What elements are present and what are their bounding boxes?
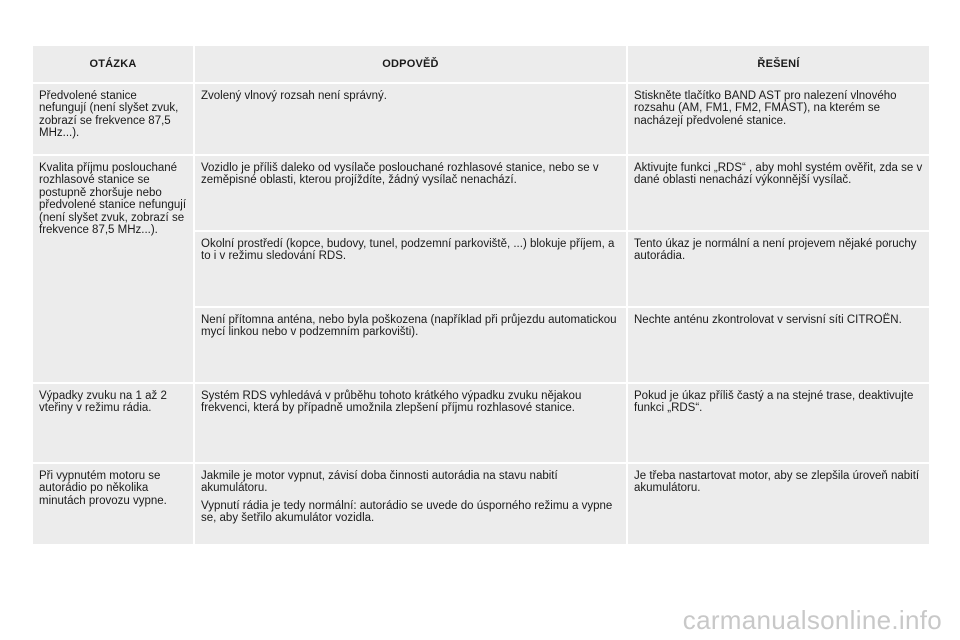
answer-paragraph: Vypnutí rádia je tedy normální: autorádio se uvede do úsporného režimu a vypne se, aby šetřilo akumulátor vozidla. bbox=[201, 499, 613, 525]
header-solution: ŘEŠENÍ bbox=[627, 45, 930, 83]
table-row bbox=[32, 383, 930, 463]
answer-cell: Zvolený vlnový rozsah není správný. bbox=[194, 83, 627, 155]
question-cell: Kvalita příjmu poslouchané rozhlasové stanice se postupně zhoršuje nebo předvolené stanice nefungují (není slyšet zvuk, zobrazí se frekvence 87,5 MHz...). bbox=[32, 155, 194, 383]
answer-cell: Není přítomna anténa, nebo byla poškozena (například při průjezdu automatickou mycí linkou nebo v podzemním parkovišti). bbox=[194, 307, 627, 383]
answer-paragraph: Jakmile je motor vypnut, závisí doba činnosti autorádia na stavu nabití akumulátoru. bbox=[201, 470, 558, 495]
solution-cell: Aktivujte funkci „RDS“ , aby mohl systém ověřit, zda se v dané oblasti nenachází výkonnější vysílač. bbox=[627, 155, 930, 231]
table-row bbox=[32, 155, 930, 231]
answer-cell: Vozidlo je příliš daleko od vysílače poslouchané rozhlasové stanice, nebo se v zeměpisné oblasti, kterou projíždíte, žádný vysílač nenachází. bbox=[194, 155, 627, 231]
solution-cell: Stiskněte tlačítko BAND AST pro nalezení vlnového rozsahu (AM, FM1, FM2, FMAST), na kterém se nacházejí předvolené stanice. bbox=[627, 83, 930, 155]
header-answer: ODPOVĚĎ bbox=[194, 45, 627, 83]
question-cell: Předvolené stanice nefungují (není slyšet zvuk, zobrazí se frekvence 87,5 MHz...). bbox=[32, 83, 194, 155]
table-row bbox=[32, 83, 930, 155]
answer-cell: Okolní prostředí (kopce, budovy, tunel, podzemní parkoviště, ...) blokuje příjem, a to i v režimu sledování RDS. bbox=[194, 231, 627, 307]
question-cell: Při vypnutém motoru se autorádio po několika minutách provozu vypne. bbox=[32, 463, 194, 545]
answer-cell: Systém RDS vyhledává v průběhu tohoto krátkého výpadku zvuku nějakou frekvenci, která by případně umožnila zlepšení příjmu rozhlasové stanice. bbox=[194, 383, 627, 463]
table-header-row bbox=[32, 45, 930, 83]
table-row bbox=[32, 463, 930, 545]
answer-cell bbox=[194, 463, 627, 545]
solution-cell: Je třeba nastartovat motor, aby se zlepšila úroveň nabití akumulátoru. bbox=[627, 463, 930, 545]
watermark-text: carmanualsonline.info bbox=[682, 605, 942, 635]
solution-cell: Tento úkaz je normální a není projevem nějaké poruchy autorádia. bbox=[627, 231, 930, 307]
question-cell: Výpadky zvuku na 1 až 2 vteřiny v režimu rádia. bbox=[32, 383, 194, 463]
solution-cell: Pokud je úkaz příliš častý a na stejné trase, deaktivujte funkci „RDS“. bbox=[627, 383, 930, 463]
solution-cell: Nechte anténu zkontrolovat v servisní síti CITROËN. bbox=[627, 307, 930, 383]
header-question: OTÁZKA bbox=[32, 45, 194, 83]
troubleshooting-table bbox=[31, 44, 931, 546]
